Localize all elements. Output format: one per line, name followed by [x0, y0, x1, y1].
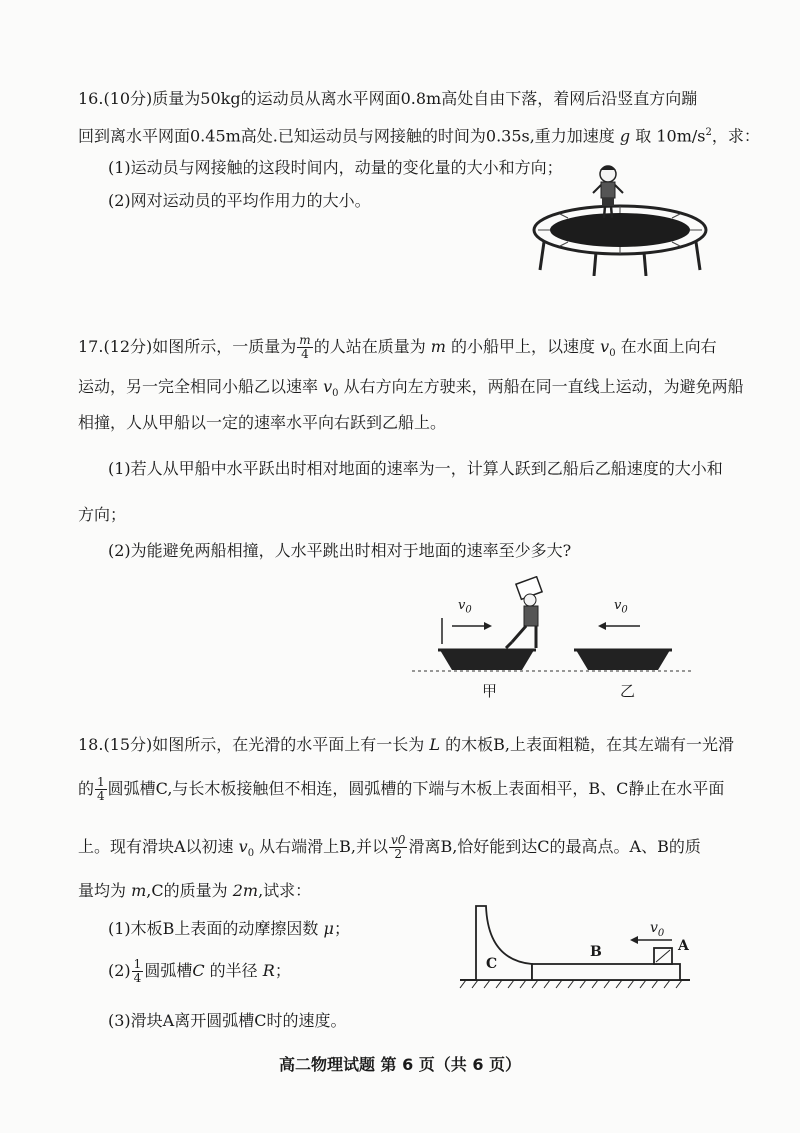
- q16-part1: (1)运动员与网接触的这段时间内，动量的变化量的大小和方向；: [108, 158, 563, 177]
- label-v0: $v_0$: [650, 920, 665, 939]
- fraction-v0-over-2: $\frac{v0}{2}$: [391, 833, 406, 861]
- q18-line4: 量均为 m,C的质量为 2m,试求：: [78, 881, 312, 900]
- q17-part1: (1)若人从甲船中水平跃出时相对地面的速率为一，计算人跃到乙船后乙船速度的大小和: [108, 459, 723, 478]
- q17-part1-cont: 方向；: [78, 505, 127, 524]
- q17-line3: 相撞，人从甲船以一定的速率水平向右跃到乙船上。: [78, 413, 447, 432]
- block-board-figure: [458, 896, 708, 992]
- boat-label-yi: 乙: [620, 682, 636, 700]
- left-velocity-label: $v_0$: [458, 598, 472, 616]
- q18-line3: 上。现有滑块A以初速 $v_0$ 从右端滑上B,并以 $\frac{v0}{2}$ 滑离B,恰好能到达C的最高点。A、B的质: [78, 833, 701, 861]
- label-A: A: [678, 938, 689, 954]
- jumping-person-icon: [506, 577, 542, 648]
- q16-part2: (2)网对运动员的平均作用力的大小。: [108, 191, 371, 210]
- page-footer: 高二物理试题 第 6 页（共 6 页）: [278, 1055, 522, 1074]
- label-C: C: [486, 956, 498, 972]
- fraction-one-quarter: $\frac{1}{4}$: [97, 775, 105, 803]
- q16-head: 16.(10分)质量为50kg的运动员从离水平网面0.8m高处自由下落，着网后沿竖直方向蹦: [78, 89, 698, 108]
- q18-part3: (3)滑块A离开圆弧槽C时的速度。: [108, 1011, 347, 1030]
- q18-part1: (1)木板B上表面的动摩擦因数 μ；: [108, 919, 350, 938]
- q18-line1: 18.(15分)如图所示，在光滑的水平面上有一长为 L 的木板B,上表面粗糙，在其左端有一光滑: [78, 735, 734, 754]
- q16-continuation: 回到离水平网面0.45m高处.已知运动员与网接触的时间为0.35s,重力加速度 g 取 $10m/s^2$，求：: [78, 126, 760, 146]
- q17-line1: 17.(12分)如图所示，一质量为 $\frac{m}{4}$ 的人站在质量为 m 的小船甲上，以速度 $v_0$ 在水面上向右: [78, 333, 717, 361]
- trampoline-figure: [530, 158, 710, 276]
- right-velocity-label: $v_0$: [614, 598, 628, 616]
- label-B: B: [590, 944, 602, 960]
- q17-line2: 运动，另一完全相同小船乙以速率 $v_0$ 从右方向左方驶来，两船在同一直线上运动，为避免两船: [78, 377, 744, 400]
- boat-label-jia: 甲: [482, 682, 498, 700]
- fraction-m-over-4: $\frac{m}{4}$: [299, 333, 311, 361]
- q18-part2: (2) $\frac{1}{4}$ 圆弧槽C 的半径 R；: [108, 957, 291, 985]
- q18-line2: 的 $\frac{1}{4}$ 圆弧槽C,与长木板接触但不相连，圆弧槽的下端与木板上表面相平，B、C静止在水平面: [78, 775, 725, 803]
- fraction-one-quarter-2: $\frac{1}{4}$: [133, 957, 142, 985]
- boats-figure: [408, 576, 698, 700]
- q17-part2: (2)为能避免两船相撞，人水平跳出时相对于地面的速率至少多大?: [108, 541, 572, 560]
